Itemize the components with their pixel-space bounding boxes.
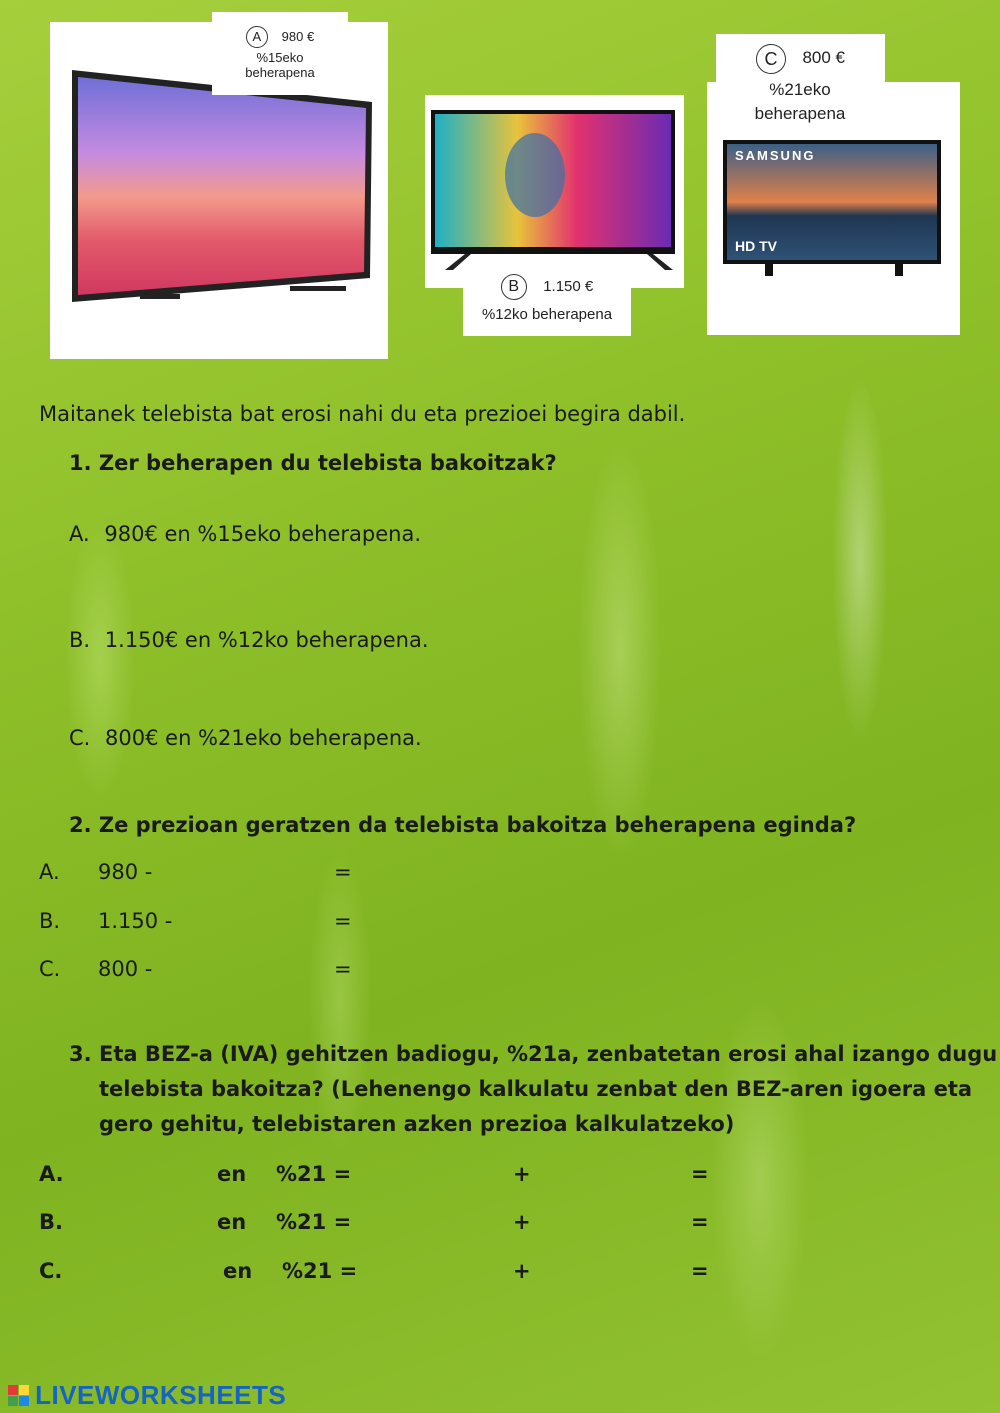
q1-letter-b: B. — [69, 628, 91, 652]
logo-text: LIVEWORKSHEETS — [35, 1380, 287, 1410]
q1-text-c: 800€ en %21eko beherapena. — [105, 726, 422, 750]
product-b-image — [425, 95, 684, 288]
product-b-price: 1.150 € — [543, 278, 594, 296]
product-a-label — [212, 12, 348, 95]
q3-letter-c: C. — [39, 1259, 63, 1283]
q3-eq-c: = — [691, 1259, 709, 1283]
logo-icon — [8, 1385, 30, 1407]
liveworksheets-logo[interactable] — [8, 1380, 286, 1408]
question-2-title: 2. Ze prezioan geratzen da telebista bakoitza beherapena eginda? — [69, 813, 857, 837]
q1-text-b: 1.150€ en %12ko beherapena. — [104, 628, 429, 652]
q2-eq-b: = — [334, 909, 352, 933]
question-3-line-2: telebista bakoitza? (Lehenengo kalkulatu zenbat den BEZ-aren igoera eta — [99, 1077, 973, 1101]
product-c-discount-word: beherapena — [754, 104, 846, 123]
q1-text-a: 980€ en %15eko beherapena. — [104, 522, 421, 546]
product-c-label — [716, 34, 885, 82]
question-3-line-1: Eta BEZ-a (IVA) gehitzen badiogu, %21a, zenbatetan erosi ahal izango dugu — [99, 1042, 998, 1066]
q1-letter-a: A. — [69, 522, 90, 546]
q2-letter-c: C. — [39, 957, 61, 981]
question-3-number: 3. — [69, 1042, 92, 1066]
q1-item-a — [69, 522, 421, 546]
q3-plus-c: + — [513, 1259, 531, 1283]
q3-en-a: en — [217, 1162, 247, 1186]
intro-text: Maitanek telebista bat erosi nahi du eta prezioei begira dabil. — [39, 402, 686, 426]
question-3-line-3: gero gehitu, telebistaren azken prezioa kalkulatzeko) — [99, 1112, 735, 1136]
product-a-discount: %15eko — [256, 50, 304, 65]
q3-letter-b: B. — [39, 1210, 63, 1234]
letter-b-circle: B — [501, 274, 527, 300]
q1-item-c — [69, 726, 422, 750]
q3-plus-a: + — [513, 1162, 531, 1186]
product-c-discount: %21eko — [769, 80, 831, 99]
q2-expr-b: 1.150 - — [98, 909, 173, 933]
q3-plus-b: + — [513, 1210, 531, 1234]
hd-tv-badge: HD TV — [735, 238, 777, 254]
letter-c-circle: C — [756, 44, 786, 74]
q3-pct-a: %21 = — [276, 1162, 352, 1186]
q2-letter-a: A. — [39, 860, 60, 884]
question-1-title: 1. Zer beherapen du telebista bakoitzak? — [69, 451, 557, 475]
q3-pct-b: %21 = — [276, 1210, 352, 1234]
product-b-label — [463, 264, 631, 336]
q2-expr-c: 800 - — [98, 957, 153, 981]
q3-eq-b: = — [691, 1210, 709, 1234]
q3-eq-a: = — [691, 1162, 709, 1186]
letter-a-circle: A — [246, 26, 268, 48]
q1-item-b — [69, 628, 429, 652]
q1-letter-c: C. — [69, 726, 91, 750]
samsung-brand: SAMSUNG — [735, 148, 816, 163]
product-a-discount-word: beherapena — [245, 65, 315, 80]
product-c-price: 800 € — [802, 48, 845, 68]
q3-letter-a: A. — [39, 1162, 64, 1186]
q3-en-b: en — [217, 1210, 247, 1234]
product-b-discount: %12ko beherapena — [481, 306, 613, 323]
q2-expr-a: 980 - — [98, 860, 153, 884]
q2-letter-b: B. — [39, 909, 61, 933]
q2-eq-c: = — [334, 957, 352, 981]
product-a-price: 980 € — [281, 28, 315, 44]
q2-eq-a: = — [334, 860, 352, 884]
q3-en-c: en — [223, 1259, 253, 1283]
q3-pct-c: %21 = — [282, 1259, 358, 1283]
